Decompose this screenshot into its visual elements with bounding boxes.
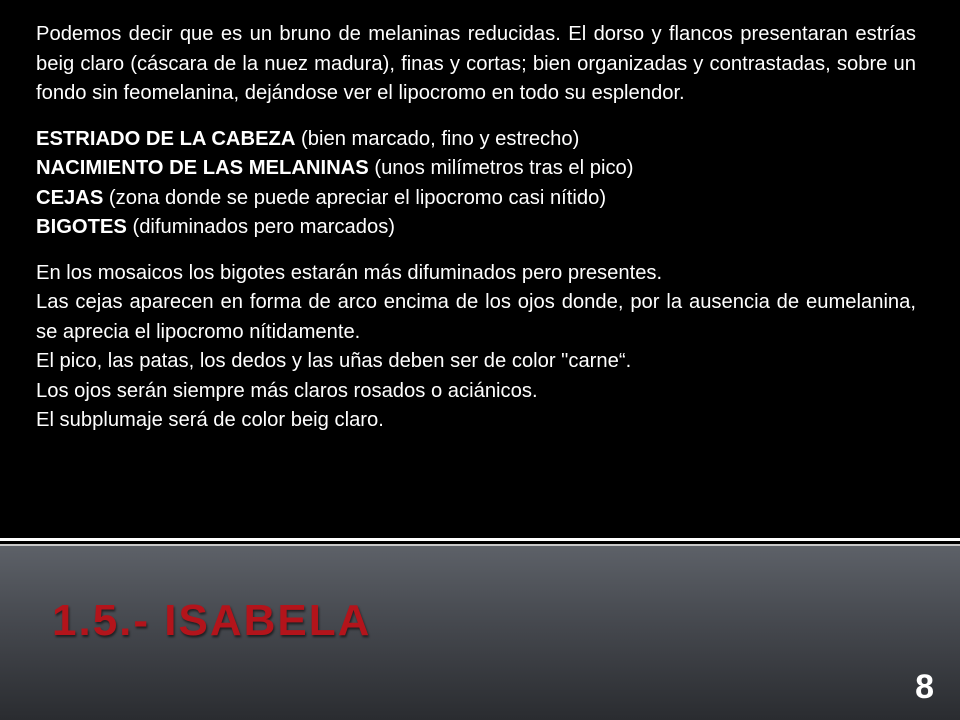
feature-term: CEJAS: [36, 186, 104, 209]
feature-item: [36, 125, 916, 155]
feature-desc: (unos milímetros tras el pico): [368, 157, 634, 179]
feature-desc: (zona donde se puede apreciar el lipocromo casi nítido): [103, 186, 607, 209]
slide-title: 1.5.- ISABELA: [52, 596, 372, 645]
note-line: En los mosaicos los bigotes estarán más difuminados pero presentes.: [36, 261, 663, 284]
spacer: [36, 243, 916, 259]
feature-item: [36, 213, 916, 243]
feature-item: [36, 184, 916, 214]
note-line: Los ojos serán siempre más claros rosados o aciánicos.: [36, 379, 538, 402]
feature-item: [36, 154, 916, 184]
slide-body: [36, 20, 916, 436]
feature-term: ESTRIADO DE LA CABEZA: [36, 127, 296, 150]
feature-desc: (bien marcado, fino y estrecho): [295, 127, 580, 150]
note-line: El pico, las patas, los dedos y las uñas deben ser de color "carne“.: [36, 350, 632, 372]
description-paragraph: Podemos decir que es un bruno de melaninas reducidas. El dorso y flancos presentaran estrías beig claro (cáscara de la nuez madura), finas y cortas; bien organizadas y contrastadas, sobre un fondo sin feomelanina, dejándose ver el lipocromo en todo su esplendor.: [36, 23, 916, 104]
note-line: Las cejas aparecen en forma de arco encima de los ojos donde, por la ausencia de eumelanina, se aprecia el lipocromo nítidamente.: [36, 291, 916, 343]
feature-term: BIGOTES: [36, 216, 127, 238]
feature-desc: (difuminados pero marcados): [126, 216, 396, 238]
spacer: [36, 109, 916, 125]
divider-line: [0, 538, 960, 541]
page-number: 8: [915, 668, 934, 706]
note-line: El subplumaje será de color beig claro.: [36, 409, 384, 431]
feature-term: NACIMIENTO DE LAS MELANINAS: [36, 157, 369, 179]
